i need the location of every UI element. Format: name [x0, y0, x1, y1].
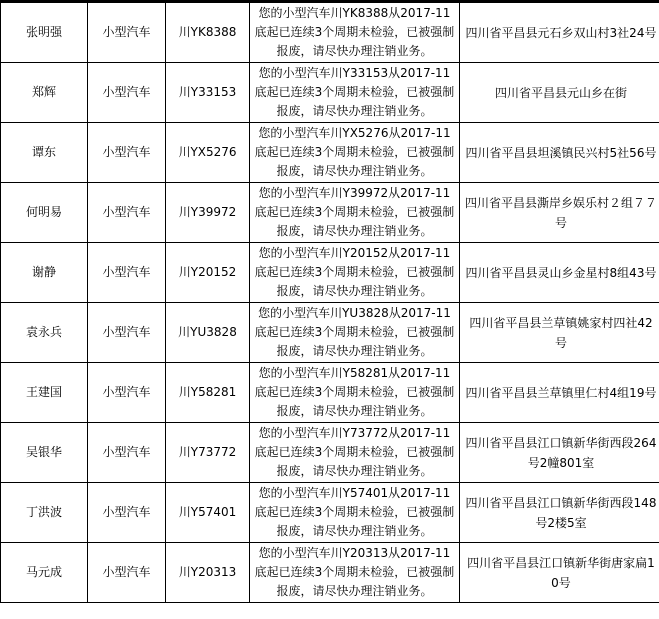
owner-name-cell: 郑辉: [1, 63, 88, 123]
notice-message-cell: 您的小型汽车川Y58281从2017-11底起已连续3个周期未检验，已被强制报废，请尽快办理注销业务。: [250, 363, 460, 423]
table-row: [1, 483, 659, 543]
owner-address-cell: 四川省平昌县江口镇新华街西段264号2幢801室: [460, 423, 659, 483]
vehicle-type-cell: 小型汽车: [88, 183, 166, 243]
vehicle-type-cell: 小型汽车: [88, 363, 166, 423]
table-row: [1, 63, 659, 123]
owner-name-cell: 何明易: [1, 183, 88, 243]
notice-message-cell: 您的小型汽车川Y73772从2017-11底起已连续3个周期未检验，已被强制报废，请尽快办理注销业务。: [250, 423, 460, 483]
vehicle-type-cell: 小型汽车: [88, 243, 166, 303]
notice-message-cell: 您的小型汽车川Y33153从2017-11底起已连续3个周期未检验，已被强制报废，请尽快办理注销业务。: [250, 63, 460, 123]
plate-number-cell: 川Y20313: [166, 543, 250, 603]
vehicle-type-cell: 小型汽车: [88, 63, 166, 123]
vehicle-notice-table: [0, 2, 659, 603]
owner-name-cell: 袁永兵: [1, 303, 88, 363]
owner-name-cell: 吴银华: [1, 423, 88, 483]
table-row: [1, 423, 659, 483]
table-row: [1, 123, 659, 183]
owner-address-cell: 四川省平昌县江口镇新华街西段148号2楼5室: [460, 483, 659, 543]
owner-name-cell: 丁洪波: [1, 483, 88, 543]
owner-address-cell: 四川省平昌县灵山乡金星村8组43号: [460, 243, 659, 303]
table-row: [1, 243, 659, 303]
plate-number-cell: 川Y39972: [166, 183, 250, 243]
owner-name-cell: 谭东: [1, 123, 88, 183]
table-row: [1, 543, 659, 603]
plate-number-cell: 川Y33153: [166, 63, 250, 123]
notice-message-cell: 您的小型汽车川Y20313从2017-11底起已连续3个周期未检验，已被强制报废，请尽快办理注销业务。: [250, 543, 460, 603]
notice-message-cell: 您的小型汽车川YU3828从2017-11底起已连续3个周期未检验，已被强制报废，请尽快办理注销业务。: [250, 303, 460, 363]
plate-number-cell: 川YK8388: [166, 3, 250, 63]
table-row: [1, 3, 659, 63]
notice-message-cell: 您的小型汽车川Y20152从2017-11底起已连续3个周期未检验，已被强制报废，请尽快办理注销业务。: [250, 243, 460, 303]
table-row: [1, 363, 659, 423]
owner-name-cell: 谢静: [1, 243, 88, 303]
owner-address-cell: 四川省平昌县兰草镇姚家村四社42号: [460, 303, 659, 363]
plate-number-cell: 川YU3828: [166, 303, 250, 363]
vehicle-type-cell: 小型汽车: [88, 123, 166, 183]
plate-number-cell: 川YX5276: [166, 123, 250, 183]
owner-address-cell: 四川省平昌县元石乡双山村3社24号: [460, 3, 659, 63]
owner-name-cell: 王建国: [1, 363, 88, 423]
notice-message-cell: 您的小型汽车川YX5276从2017-11底起已连续3个周期未检验，已被强制报废，请尽快办理注销业务。: [250, 123, 460, 183]
vehicle-type-cell: 小型汽车: [88, 423, 166, 483]
owner-address-cell: 四川省平昌县澌岸乡娱乐村２组７７号: [460, 183, 659, 243]
vehicle-type-cell: 小型汽车: [88, 303, 166, 363]
table-row: [1, 183, 659, 243]
plate-number-cell: 川Y57401: [166, 483, 250, 543]
plate-number-cell: 川Y58281: [166, 363, 250, 423]
owner-address-cell: 四川省平昌县元山乡在街: [460, 63, 659, 123]
plate-number-cell: 川Y20152: [166, 243, 250, 303]
plate-number-cell: 川Y73772: [166, 423, 250, 483]
owner-address-cell: 四川省平昌县兰草镇里仁村4组19号: [460, 363, 659, 423]
table-row: [1, 303, 659, 363]
owner-address-cell: 四川省平昌县江口镇新华街唐家扁10号: [460, 543, 659, 603]
vehicle-type-cell: 小型汽车: [88, 483, 166, 543]
vehicle-type-cell: 小型汽车: [88, 543, 166, 603]
notice-message-cell: 您的小型汽车川Y39972从2017-11底起已连续3个周期未检验，已被强制报废，请尽快办理注销业务。: [250, 183, 460, 243]
notice-message-cell: 您的小型汽车川YK8388从2017-11底起已连续3个周期未检验，已被强制报废，请尽快办理注销业务。: [250, 3, 460, 63]
vehicle-type-cell: 小型汽车: [88, 3, 166, 63]
owner-name-cell: 张明强: [1, 3, 88, 63]
notice-message-cell: 您的小型汽车川Y57401从2017-11底起已连续3个周期未检验，已被强制报废，请尽快办理注销业务。: [250, 483, 460, 543]
owner-address-cell: 四川省平昌县坦溪镇民兴村5社56号: [460, 123, 659, 183]
owner-name-cell: 马元成: [1, 543, 88, 603]
